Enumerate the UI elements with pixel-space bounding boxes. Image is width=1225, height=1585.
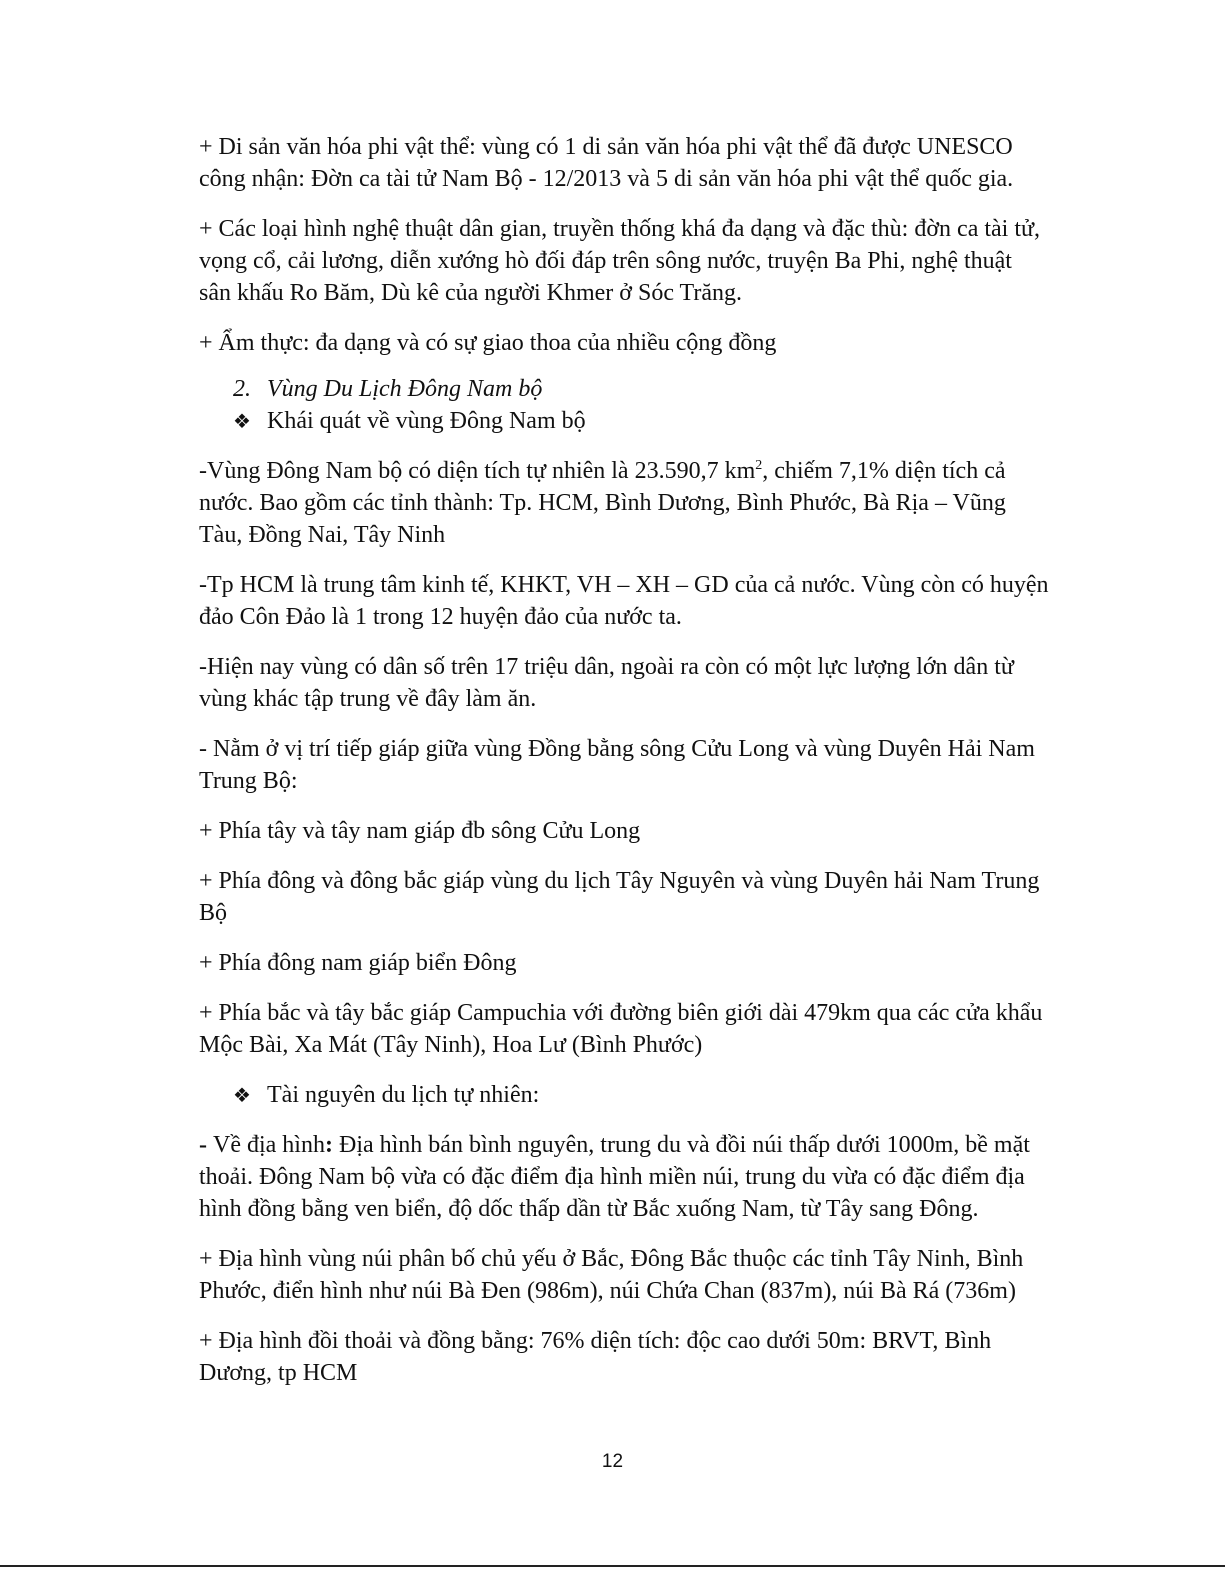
paragraph-southeast-border: + Phía đông nam giáp biển Đông xyxy=(199,950,517,976)
bullet-natural-text: Tài nguyên du lịch tự nhiên: xyxy=(267,1082,540,1108)
terrain-colon: : xyxy=(324,1132,333,1158)
paragraph-area xyxy=(199,455,1049,551)
page-bottom-divider xyxy=(0,1565,1225,1567)
area-text-start: -Vùng Đông Nam bộ có diện tích tự nhiên là 23.590,7 km xyxy=(199,458,756,484)
paragraph-terrain xyxy=(199,1129,1049,1225)
diamond-bullet-icon: ❖ xyxy=(233,409,251,433)
paragraph-location: - Nằm ở vị trí tiếp giáp giữa vùng Đồng bằng sông Cửu Long và vùng Duyên Hải Nam Trung Bộ: xyxy=(199,736,1035,794)
bullet-natural-resources xyxy=(199,1079,1049,1111)
area-text-end: , chiếm 7,1% diện tích cả nước. Bao gồm các tỉnh thành: Tp. HCM, Bình Dương, Bình Phước, Bà Rịa – Vũng Tàu, Đồng Nai, Tây Ninh xyxy=(199,458,1006,548)
terrain-dash: - xyxy=(199,1132,213,1158)
paragraph-mountain-terrain: + Địa hình vùng núi phân bố chủ yếu ở Bắc, Đông Bắc thuộc các tỉnh Tây Ninh, Bình Phước, điển hình như núi Bà Đen (986m), núi Chứa Chan (837m), núi Bà Rá (736m) xyxy=(199,1246,1024,1304)
page-body xyxy=(199,131,1049,1407)
paragraph-folk-arts: + Các loại hình nghệ thuật dân gian, truyền thống khá đa dạng và đặc thù: đờn ca tài tử, vọng cổ, cải lương, diễn xướng hò đối đáp trên sông nước, truyện Ba Phi, nghệ thuật sân khấu Ro Băm, Dù kê của người Khmer ở Sóc Trăng. xyxy=(199,216,1041,306)
section-heading-southeast xyxy=(199,373,1049,405)
paragraph-hill-terrain: + Địa hình đồi thoải và đồng bằng: 76% diện tích: độc cao dưới 50m: BRVT, Bình Dương, tp HCM xyxy=(199,1328,992,1386)
paragraph-east-border: + Phía đông và đông bắc giáp vùng du lịch Tây Nguyên và vùng Duyên hải Nam Trung Bộ xyxy=(199,868,1040,926)
bullet-overview xyxy=(199,405,1049,437)
area-superscript: 2 xyxy=(755,458,763,473)
diamond-bullet-icon: ❖ xyxy=(233,1083,251,1107)
paragraph-intangible-heritage: + Di sản văn hóa phi vật thể: vùng có 1 di sản văn hóa phi vật thể đã được UNESCO công nhận: Đờn ca tài tử Nam Bộ - 12/2013 và 5 di sản văn hóa phi vật thể quốc gia. xyxy=(199,134,1014,192)
bullet-overview-text: Khái quát về vùng Đông Nam bộ xyxy=(267,408,586,434)
paragraph-hcm-center: -Tp HCM là trung tâm kinh tế, KHKT, VH – XH – GD của cả nước. Vùng còn có huyện đảo Côn Đảo là 1 trong 12 huyện đảo của nước ta. xyxy=(199,572,1049,630)
page-number: 12 xyxy=(601,1451,624,1472)
terrain-lead: Về địa hình xyxy=(213,1132,325,1158)
paragraph-north-border: + Phía bắc và tây bắc giáp Campuchia với đường biên giới dài 479km qua các cửa khẩu Mộc Bài, Xa Mát (Tây Ninh), Hoa Lư (Bình Phước) xyxy=(199,1000,1043,1058)
section-number: 2. xyxy=(233,376,251,402)
terrain-text: Địa hình bán bình nguyên, trung du và đồi núi thấp dưới 1000m, bề mặt thoải. Đông Nam bộ vừa có đặc điểm địa hình miền núi, trung du vừa có đặc điểm địa hình đồng bằng ven biển, độ dốc thấp dần từ Bắc xuống Nam, từ Tây sang Đông. xyxy=(199,1132,1030,1222)
paragraph-cuisine: + Ẩm thực: đa dạng và có sự giao thoa của nhiều cộng đồng xyxy=(199,330,777,356)
section-title: Vùng Du Lịch Đông Nam bộ xyxy=(267,376,543,402)
paragraph-population: -Hiện nay vùng có dân số trên 17 triệu dân, ngoài ra còn có một lực lượng lớn dân từ vùng khác tập trung về đây làm ăn. xyxy=(199,654,1014,712)
paragraph-west-border: + Phía tây và tây nam giáp đb sông Cửu Long xyxy=(199,818,641,844)
